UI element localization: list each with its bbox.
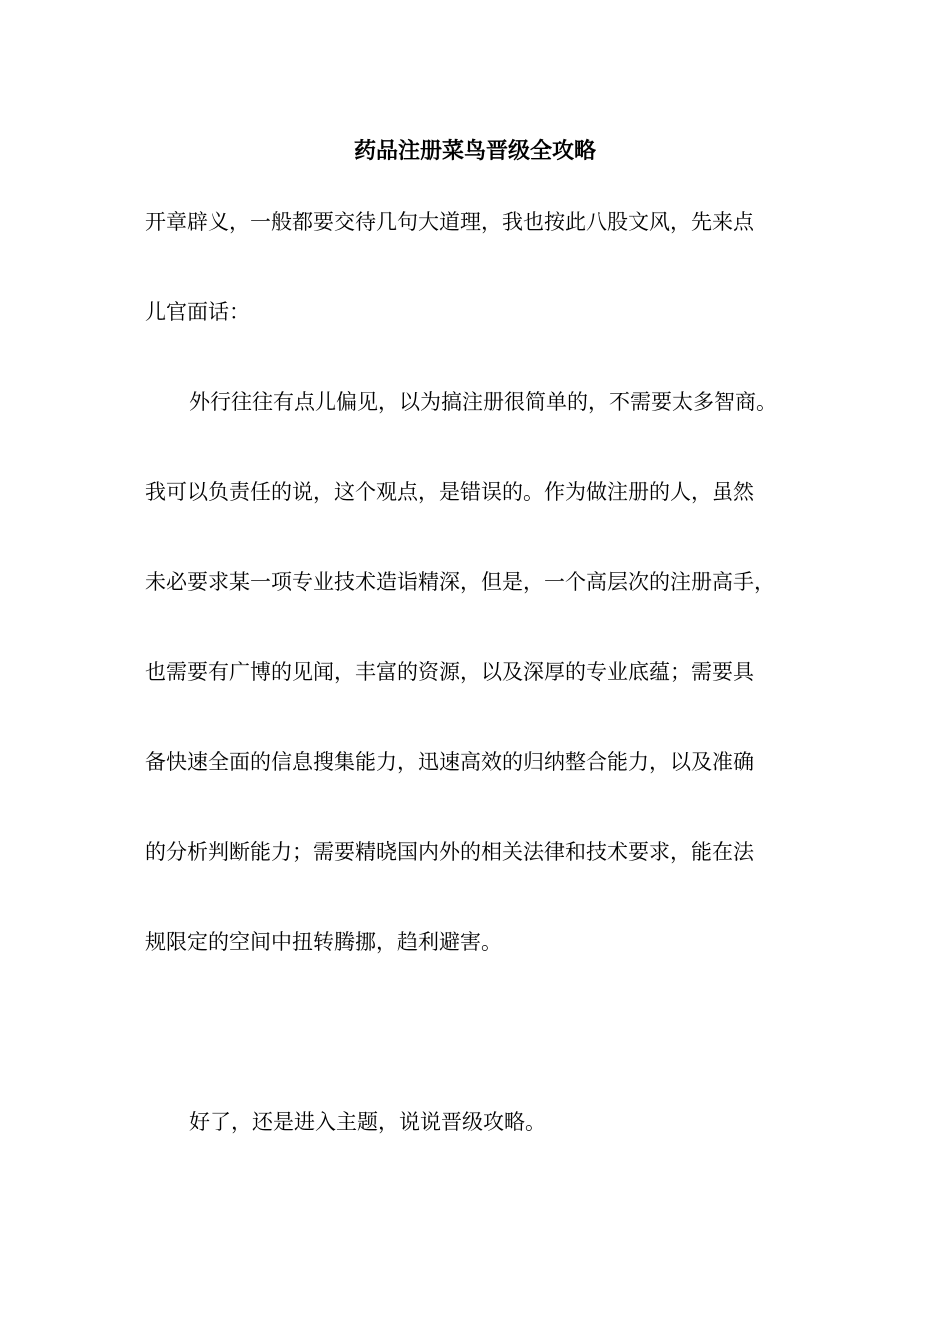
- paragraph-line: 好了，还是进入主题，说说晋级攻略。: [189, 1110, 546, 1134]
- paragraph-line: 的分析判断能力；需要精晓国内外的相关法律和技术要求，能在法: [145, 840, 754, 864]
- document-title: 药品注册菜鸟晋级全攻略: [353, 138, 596, 164]
- paragraph-line: 儿官面话：: [145, 300, 250, 324]
- paragraph-line: 开章辟义，一般都要交待几句大道理，我也按此八股文风，先来点: [145, 210, 754, 234]
- paragraph-line: 也需要有广博的见闻，丰富的资源，以及深厚的专业底蕴；需要具: [145, 660, 754, 684]
- paragraph-line: 外行往往有点儿偏见，以为搞注册很简单的，不需要太多智商。: [189, 390, 777, 414]
- paragraph-line: 规限定的空间中扭转腾挪，趋利避害。: [145, 930, 502, 954]
- paragraph-line: 未必要求某一项专业技术造诣精深，但是，一个高层次的注册高手，: [145, 570, 775, 594]
- paragraph-line: 备快速全面的信息搜集能力，迅速高效的归纳整合能力，以及准确: [145, 750, 754, 774]
- paragraph-line: 我可以负责任的说，这个观点，是错误的。作为做注册的人，虽然: [145, 480, 754, 504]
